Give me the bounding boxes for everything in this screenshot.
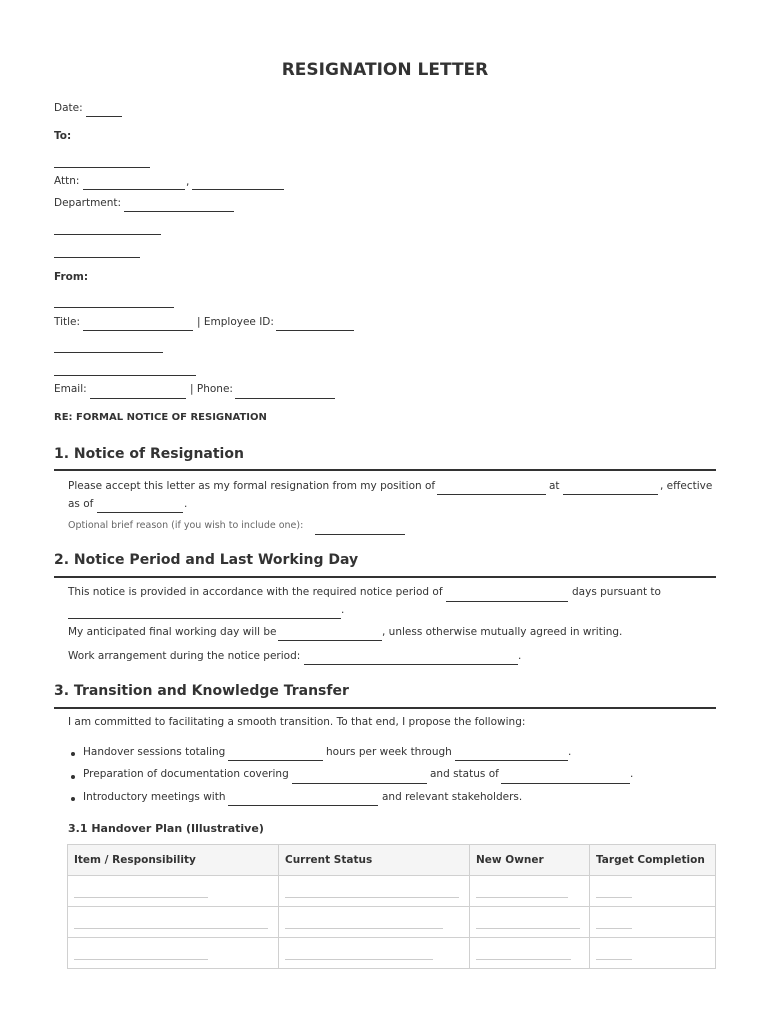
document-title: RESIGNATION LETTER — [281, 60, 489, 80]
handover-plan-table — [67, 844, 716, 969]
b3-text-b: and relevant stakeholders. — [382, 791, 523, 803]
title-label: Title: — [54, 316, 81, 328]
handover-hours-field[interactable] — [228, 760, 323, 761]
work-arrangement-field[interactable] — [304, 664, 518, 665]
s2-text-c: . — [341, 604, 345, 616]
recipient-address-line-1[interactable] — [54, 234, 161, 235]
owner-cell[interactable] — [470, 907, 590, 938]
col-header-item: Item / Responsibility — [68, 845, 279, 876]
date-label: Date: — [54, 102, 83, 114]
col-header-target: Target Completion — [590, 845, 716, 876]
effective-date-field[interactable] — [97, 512, 183, 513]
handover-plan-heading: 3.1 Handover Plan (Illustrative) — [68, 822, 264, 835]
owner-cell[interactable] — [470, 876, 590, 907]
phone-label: | Phone: — [190, 383, 233, 395]
email-field[interactable] — [90, 398, 186, 399]
item-cell[interactable] — [68, 907, 279, 938]
bullet-1 — [71, 752, 75, 756]
attn-label: Attn: — [54, 175, 80, 187]
b3-text-a: Introductory meetings with — [83, 791, 226, 803]
status-cell[interactable] — [279, 876, 470, 907]
phone-field[interactable] — [235, 398, 335, 399]
sender-address-line-1[interactable] — [54, 352, 163, 353]
item-cell[interactable] — [68, 876, 279, 907]
table-row — [68, 876, 716, 907]
to-label: To: — [54, 130, 72, 142]
subject-line: RE: FORMAL NOTICE OF RESIGNATION — [54, 412, 267, 423]
item-cell[interactable] — [68, 938, 279, 969]
sender-name-field[interactable] — [54, 307, 174, 308]
optional-reason-field[interactable] — [315, 534, 405, 535]
s3-intro: I am committed to facilitating a smooth transition. To that end, I propose the following: — [68, 716, 526, 728]
recipient-address-line-2[interactable] — [54, 257, 140, 258]
department-field[interactable] — [124, 211, 234, 212]
section-3-heading: 3. Transition and Knowledge Transfer — [54, 683, 349, 699]
b2-text-a: Preparation of documentation covering — [83, 768, 289, 780]
s1-text-d: as of — [68, 498, 94, 510]
table-row — [68, 907, 716, 938]
position-field[interactable] — [437, 494, 546, 495]
col-header-owner: New Owner — [470, 845, 590, 876]
meetings-with-field[interactable] — [228, 805, 378, 806]
attn-title-field[interactable] — [192, 189, 284, 190]
s1-text-e: . — [184, 498, 188, 510]
b1-text-a: Handover sessions totaling — [83, 746, 226, 758]
handover-through-field[interactable] — [455, 760, 568, 761]
s2-text-f: Work arrangement during the notice period: — [68, 650, 301, 662]
section-2-heading: 2. Notice Period and Last Working Day — [54, 552, 359, 568]
last-working-day-field[interactable] — [278, 640, 382, 641]
s2-text-g: . — [518, 650, 522, 662]
optional-reason-label: Optional brief reason (if you wish to include one): — [68, 520, 304, 531]
s2-text-a: This notice is provided in accordance with the required notice period of — [68, 586, 443, 598]
owner-cell[interactable] — [470, 938, 590, 969]
b2-text-c: . — [630, 768, 634, 780]
section-1-rule — [54, 469, 716, 471]
s2-text-d: My anticipated final working day will be — [68, 626, 277, 638]
target-cell[interactable] — [590, 907, 716, 938]
email-label: Email: — [54, 383, 87, 395]
attn-separator: , — [186, 176, 190, 188]
employee-id-label: | Employee ID: — [197, 316, 274, 328]
sender-title-field[interactable] — [83, 330, 193, 331]
bullet-3 — [71, 797, 75, 801]
documentation-field[interactable] — [292, 783, 427, 784]
notice-days-field[interactable] — [446, 601, 568, 602]
target-cell[interactable] — [590, 876, 716, 907]
section-2-rule — [54, 576, 716, 578]
status-cell[interactable] — [279, 907, 470, 938]
from-label: From: — [54, 271, 89, 283]
b1-text-b: hours per week through — [326, 746, 452, 758]
s1-text-b: at — [549, 480, 560, 492]
bullet-2 — [71, 775, 75, 779]
s1-text-a: Please accept this letter as my formal resignation from my position of — [68, 480, 436, 492]
attn-name-field[interactable] — [83, 189, 185, 190]
company-field[interactable] — [563, 494, 658, 495]
status-of-field[interactable] — [501, 783, 630, 784]
b2-text-b: and status of — [430, 768, 499, 780]
col-header-status: Current Status — [279, 845, 470, 876]
s1-text-c: , effective — [660, 480, 713, 492]
table-row — [68, 938, 716, 969]
section-3-rule — [54, 707, 716, 709]
sender-address-line-2[interactable] — [54, 375, 196, 376]
section-1-heading: 1. Notice of Resignation — [54, 446, 244, 462]
department-label: Department: — [54, 197, 122, 209]
target-cell[interactable] — [590, 938, 716, 969]
recipient-name-field[interactable] — [54, 167, 150, 168]
s2-text-b: days pursuant to — [572, 586, 661, 598]
contract-reference-field[interactable] — [68, 618, 341, 619]
b1-text-c: . — [568, 746, 572, 758]
table-header-row — [68, 845, 716, 876]
date-field[interactable] — [86, 116, 122, 117]
status-cell[interactable] — [279, 938, 470, 969]
s2-text-e: , unless otherwise mutually agreed in writing. — [382, 626, 623, 638]
employee-id-field[interactable] — [276, 330, 354, 331]
